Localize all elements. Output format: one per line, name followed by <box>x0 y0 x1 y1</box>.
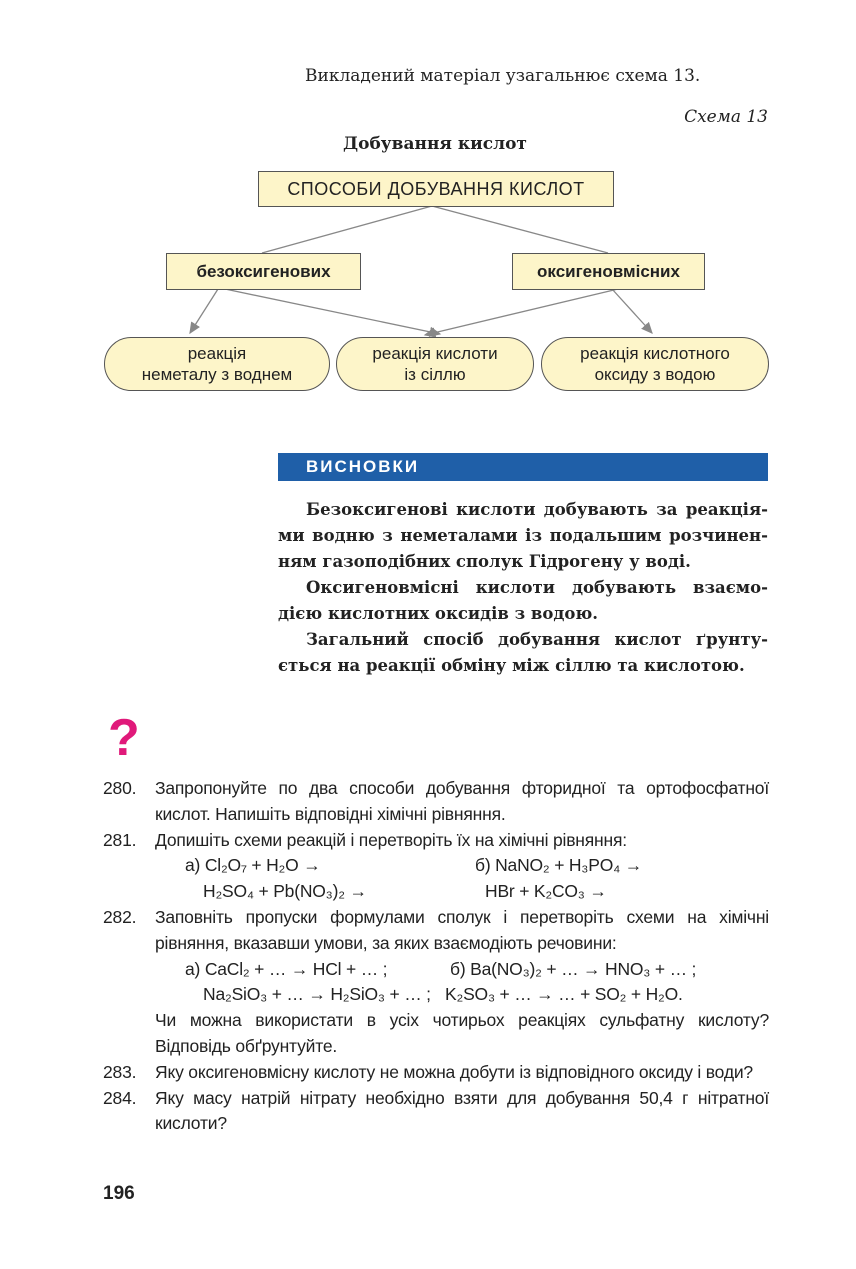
page-number: 196 <box>103 1183 135 1204</box>
exercise-281 <box>103 828 769 905</box>
leaf-oxide-water <box>541 337 769 391</box>
reaction: Na₂SiO₃ + … → H₂SiO₃ + … ; <box>203 984 431 1005</box>
reaction: K₂SO₃ + … → … + SO₂ + H₂O. <box>445 984 683 1005</box>
reaction: H₂SO₄ + Pb(NO₃)₂ → <box>203 881 367 902</box>
box-oxygen-free: безоксигенових <box>166 253 361 290</box>
arrow <box>225 289 440 334</box>
leaf-line: оксиду з водою <box>594 365 716 384</box>
arrow <box>612 289 652 333</box>
reaction: б) NaNO₂ + H₃PO₄ → <box>475 855 643 876</box>
exercise-text: Яку оксигеновмісну кислоту не можна добути із відповідного оксиду і води? <box>155 1061 753 1082</box>
leaf-line: із сіллю <box>404 365 466 384</box>
scheme-label: Схема 13 <box>684 107 768 127</box>
arrow <box>190 289 218 333</box>
exercise-number: 284. <box>103 1087 137 1108</box>
exercise-number: 281. <box>103 829 137 850</box>
conclusion-paragraph: Оксигеновмісні кислоти добувають взаємодією кислотних оксидів з водою. <box>278 578 768 623</box>
question-mark-icon: ? <box>108 709 140 767</box>
exercises <box>103 776 769 1137</box>
box-oxygen-containing: оксигеновмісних <box>512 253 705 290</box>
conclusion-paragraph: Загальний спосіб добування кислот ґрунтується на реакції обміну між сіллю та кислотою. <box>278 630 768 675</box>
conclusion-paragraph: Безоксигенові кислоти добувають за реакціями водню з неметалами із подальшим розчиненням газоподібних сполук Гідрогену у воді. <box>278 500 768 571</box>
leaf-line: реакція <box>187 344 247 363</box>
exercise-number: 280. <box>103 778 137 798</box>
exercise-280 <box>103 776 769 828</box>
exercise-number: 283. <box>103 1061 137 1082</box>
exercise-text: Заповніть пропуски формулами сполук і перетворіть схеми на хімічні рівняння, вказавши умови, за яких взаємодіють речовини: <box>155 906 769 953</box>
reaction: б) Ba(NO₃)₂ + … → HNO₃ + … ; <box>450 958 697 979</box>
exercise-text: Допишіть схеми реакцій і перетворіть їх на хімічні рівняння: <box>155 829 627 850</box>
reaction: а) Cl₂O₇ + H₂O → <box>185 855 321 876</box>
exercise-text: Запропонуйте по два способи добування фторидної та ортофосфатної кислот. Напишіть відповідні хімічні рівняння. <box>155 778 769 824</box>
exercise-text: Яку масу натрій нітрату необхідно взяти для добування 50,4 г нітратної кислоти? <box>155 1087 769 1134</box>
conclusions-text <box>278 497 768 679</box>
exercise-284 <box>103 1086 769 1138</box>
leaf-line: неметалу з воднем <box>141 365 293 384</box>
exercise-282 <box>103 905 769 1060</box>
leaf-line: реакція кислоти <box>372 344 498 363</box>
diagram-root-box: СПОСОБИ ДОБУВАННЯ КИСЛОТ <box>258 171 614 207</box>
exercise-text: Чи можна використати в усіх чотирьох реакціях сульфатну кислоту? Відповідь обґрунтуйте. <box>155 1010 769 1056</box>
exercise-283 <box>103 1060 769 1086</box>
intro-text: Викладений матеріал узагальнює схема 13. <box>305 66 701 86</box>
connector-line <box>262 206 432 253</box>
exercise-number: 282. <box>103 906 137 927</box>
leaf-acid-salt <box>336 337 534 391</box>
connector-line <box>432 206 608 253</box>
conclusions-header: ВИСНОВКИ <box>278 453 768 481</box>
arrow <box>425 289 618 335</box>
reaction: HBr + K₂CO₃ → <box>485 881 607 902</box>
reaction: а) CaCl₂ + … → HCl + … ; <box>185 958 388 979</box>
diagram-title: Добування кислот <box>343 134 527 154</box>
leaf-line: реакція кислотного <box>580 344 730 363</box>
leaf-nonmetal-hydrogen <box>104 337 330 391</box>
